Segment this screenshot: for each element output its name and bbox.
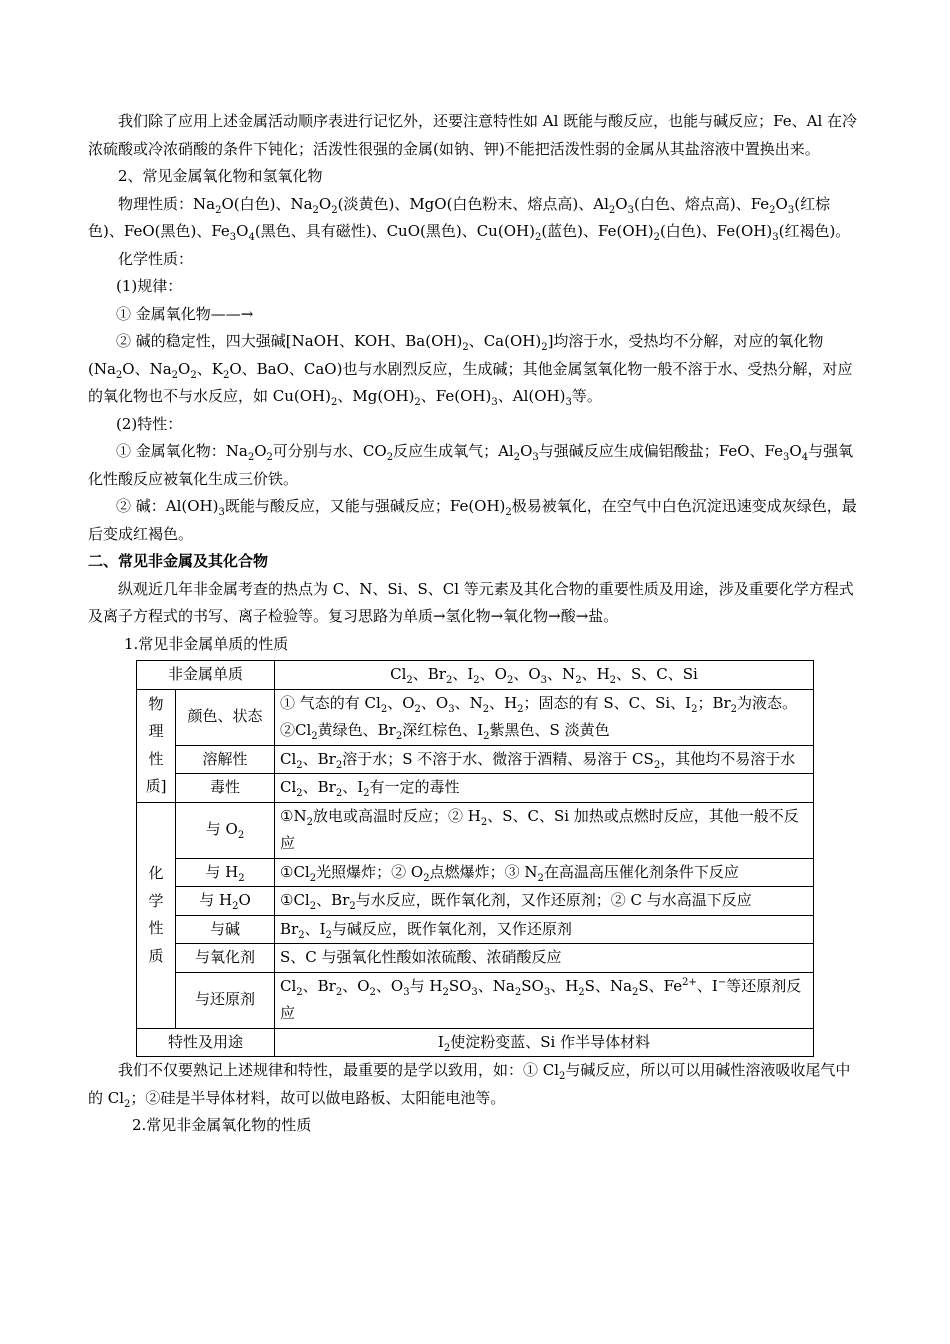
row-label-h2o: 与 $H_2O$: [176, 887, 275, 916]
table-row: [137, 1028, 814, 1057]
row-label-color: 颜色、状态: [176, 689, 275, 745]
document-content: [88, 108, 863, 1140]
table-row: [137, 915, 814, 944]
table-row: [137, 745, 814, 774]
cell-solubility: $Cl_2$、$Br_2$溶于水；S 不溶于水、微溶于酒精、易溶于 $CS_2$，其他均不易溶于水: [275, 745, 814, 774]
heading-metal-oxides: 2、常见金属氧化物和氢氧化物: [118, 167, 323, 185]
special-label: (2)特性：: [116, 414, 183, 433]
cell-reductant: $Cl_2$、$Br_2$、$O_2$、$O_3$与 $H_2SO_3$、$Na_2SO_3$、$H_2S$、$Na_2S$、$Fe^{2+}$、I−等还原剂反应: [275, 972, 814, 1028]
row-label-base: 与碱: [176, 915, 275, 944]
table-row: [137, 774, 814, 803]
row-label-use: 特性及用途: [137, 1028, 275, 1057]
paragraph-physical-properties: 物理性质：$Na_2O$(白色)、$Na_2O_2$(淡黄色)、MgO(白色粉末、熔点高)、$Al_2O_3$(白色、熔点高)、$Fe_2O_3$(红棕色)、FeO(黑色)、$Fe_3O_4$(黑色、具有磁性)、CuO(黑色)、$Cu(OH)_2$(蓝色)、$Fe(OH)_2$(白色)、$Fe(OH)_3$(红褐色)。: [88, 194, 851, 243]
rule-label: (1)规律：: [116, 277, 183, 295]
row-label-solubility: 溶解性: [176, 745, 275, 774]
paragraph-nonmetal-intro: 纵观近几年非金属考查的热点为 C、N、Si、S、Cl 等元素及其化合物的重要性质及用途，涉及重要化学方程式及离子方程式的书写、离子检验等。复习思路为单质→氢化物→氧化物→酸→盐。: [88, 579, 854, 625]
row-label-o2: 与 $O_2$: [176, 802, 275, 858]
table-row: [137, 944, 814, 973]
nonmetal-table: [136, 660, 814, 1057]
cell-h2o: $①Cl_2$、$Br_2$与水反应，既作氧化剂，又作还原剂；② C 与水高温下反应: [275, 887, 814, 916]
section-2-title: 2.常见非金属氧化物的性质: [132, 1116, 312, 1134]
table-row: [137, 887, 814, 916]
table-header-elements: $Cl_2$、$Br_2$、$I_2$、$O_2$、$O_3$、$N_2$、$H_2$、S、C、Si: [275, 661, 814, 690]
row-label-reductant: 与还原剂: [176, 972, 275, 1028]
group-chemical: 化 学 性 质: [137, 802, 176, 1028]
table-row: [137, 972, 814, 1028]
special-1: ① 金属氧化物：$Na_2O_2$可分别与水、$CO_2$反应生成氧气；$Al_2O_3$与强碱反应生成偏铝酸盐；FeO、$Fe_3O_4$与强氧化性酸反应被氧化生成三价铁。: [88, 442, 854, 488]
cell-base: $Br_2$、$I_2$与碱反应，既作氧化剂，又作还原剂: [275, 915, 814, 944]
table-row: [137, 661, 814, 690]
row-label-h2: 与 $H_2$: [176, 858, 275, 887]
cell-o2: $①N_2$放电或高温时反应；② $H_2$、S、C、Si 加热或点燃时反应，其他一般不反应: [275, 802, 814, 858]
rule-1: ① 金属氧化物——→: [116, 304, 254, 323]
heading-nonmetal: 二、常见非金属及其化合物: [88, 552, 269, 570]
group-physical: 物 理 性 质]: [137, 689, 176, 802]
table-row: [137, 858, 814, 887]
special-2: ② 碱：$Al(OH)_3$既能与酸反应，又能与强碱反应；$Fe(OH)_2$极易被氧化，在空气中白色沉淀迅速变成灰绿色，最后变成红褐色。: [88, 497, 857, 543]
row-label-toxicity: 毒性: [176, 774, 275, 803]
cell-color: ① 气态的有 $Cl_2$、$O_2$、$O_3$、$N_2$、$H_2$；固态的有 S、C、Si、$I_2$；$Br_2$为液态。$②Cl_2$黄绿色、$Br_2$深红棕色、$I_2$紫黑色、S 淡黄色: [275, 689, 814, 745]
table-header-label: 非金属单质: [137, 661, 275, 690]
chem-label: 化学性质：: [118, 249, 194, 268]
row-label-oxidant: 与氧化剂: [176, 944, 275, 973]
cell-h2: $①Cl_2$光照爆炸；② $O_2$点燃爆炸；③ $N_2$在高温高压催化剂条件下反应: [275, 858, 814, 887]
cell-use: $I_2$使淀粉变蓝、Si 作半导体材料: [275, 1028, 814, 1057]
table-row: [137, 802, 814, 858]
paragraph-metal-properties: 我们除了应用上述金属活动顺序表进行记忆外，还要注意特性如 Al 既能与酸反应，也能与碱反应；Fe、Al 在冷浓硫酸或冷浓硝酸的条件下钝化；活泼性很强的金属(如钠、钾)不能把活泼性弱的金属从其盐溶液中置换出来。: [88, 112, 858, 158]
table-row: [137, 689, 814, 745]
paragraph-application: 我们不仅要熟记上述规律和特性，最重要的是学以致用，如：① $Cl_2$与碱反应，所以可以用碱性溶液吸收尾气中的 $Cl_2$；②硅是半导体材料，故可以做电路板、太阳能电池等。: [88, 1061, 851, 1110]
cell-oxidant: S、C 与强氧化性酸如浓硫酸、浓硝酸反应: [275, 944, 814, 973]
rule-2: ② 碱的稳定性，四大强碱[NaOH、KOH、$Ba(OH)_2$、$Ca(OH)_2$]均溶于水，受热均不分解，对应的氧化物($Na_2O$、$Na_2O_2$、$K_2O$、BaO、CaO)也与水剧烈反应，生成碱；其他金属氢氧化物一般不溶于水、受热分解，对应的氧化物也不与水反应，如 $Cu(OH)_2$、$Mg(OH)_2$、$Fe(OH)_3$、$Al(OH)_3$等。: [88, 332, 853, 408]
cell-toxicity: $Cl_2$、$Br_2$、$I_2$有一定的毒性: [275, 774, 814, 803]
section-1-title: 1.常见非金属单质的性质: [124, 634, 289, 653]
